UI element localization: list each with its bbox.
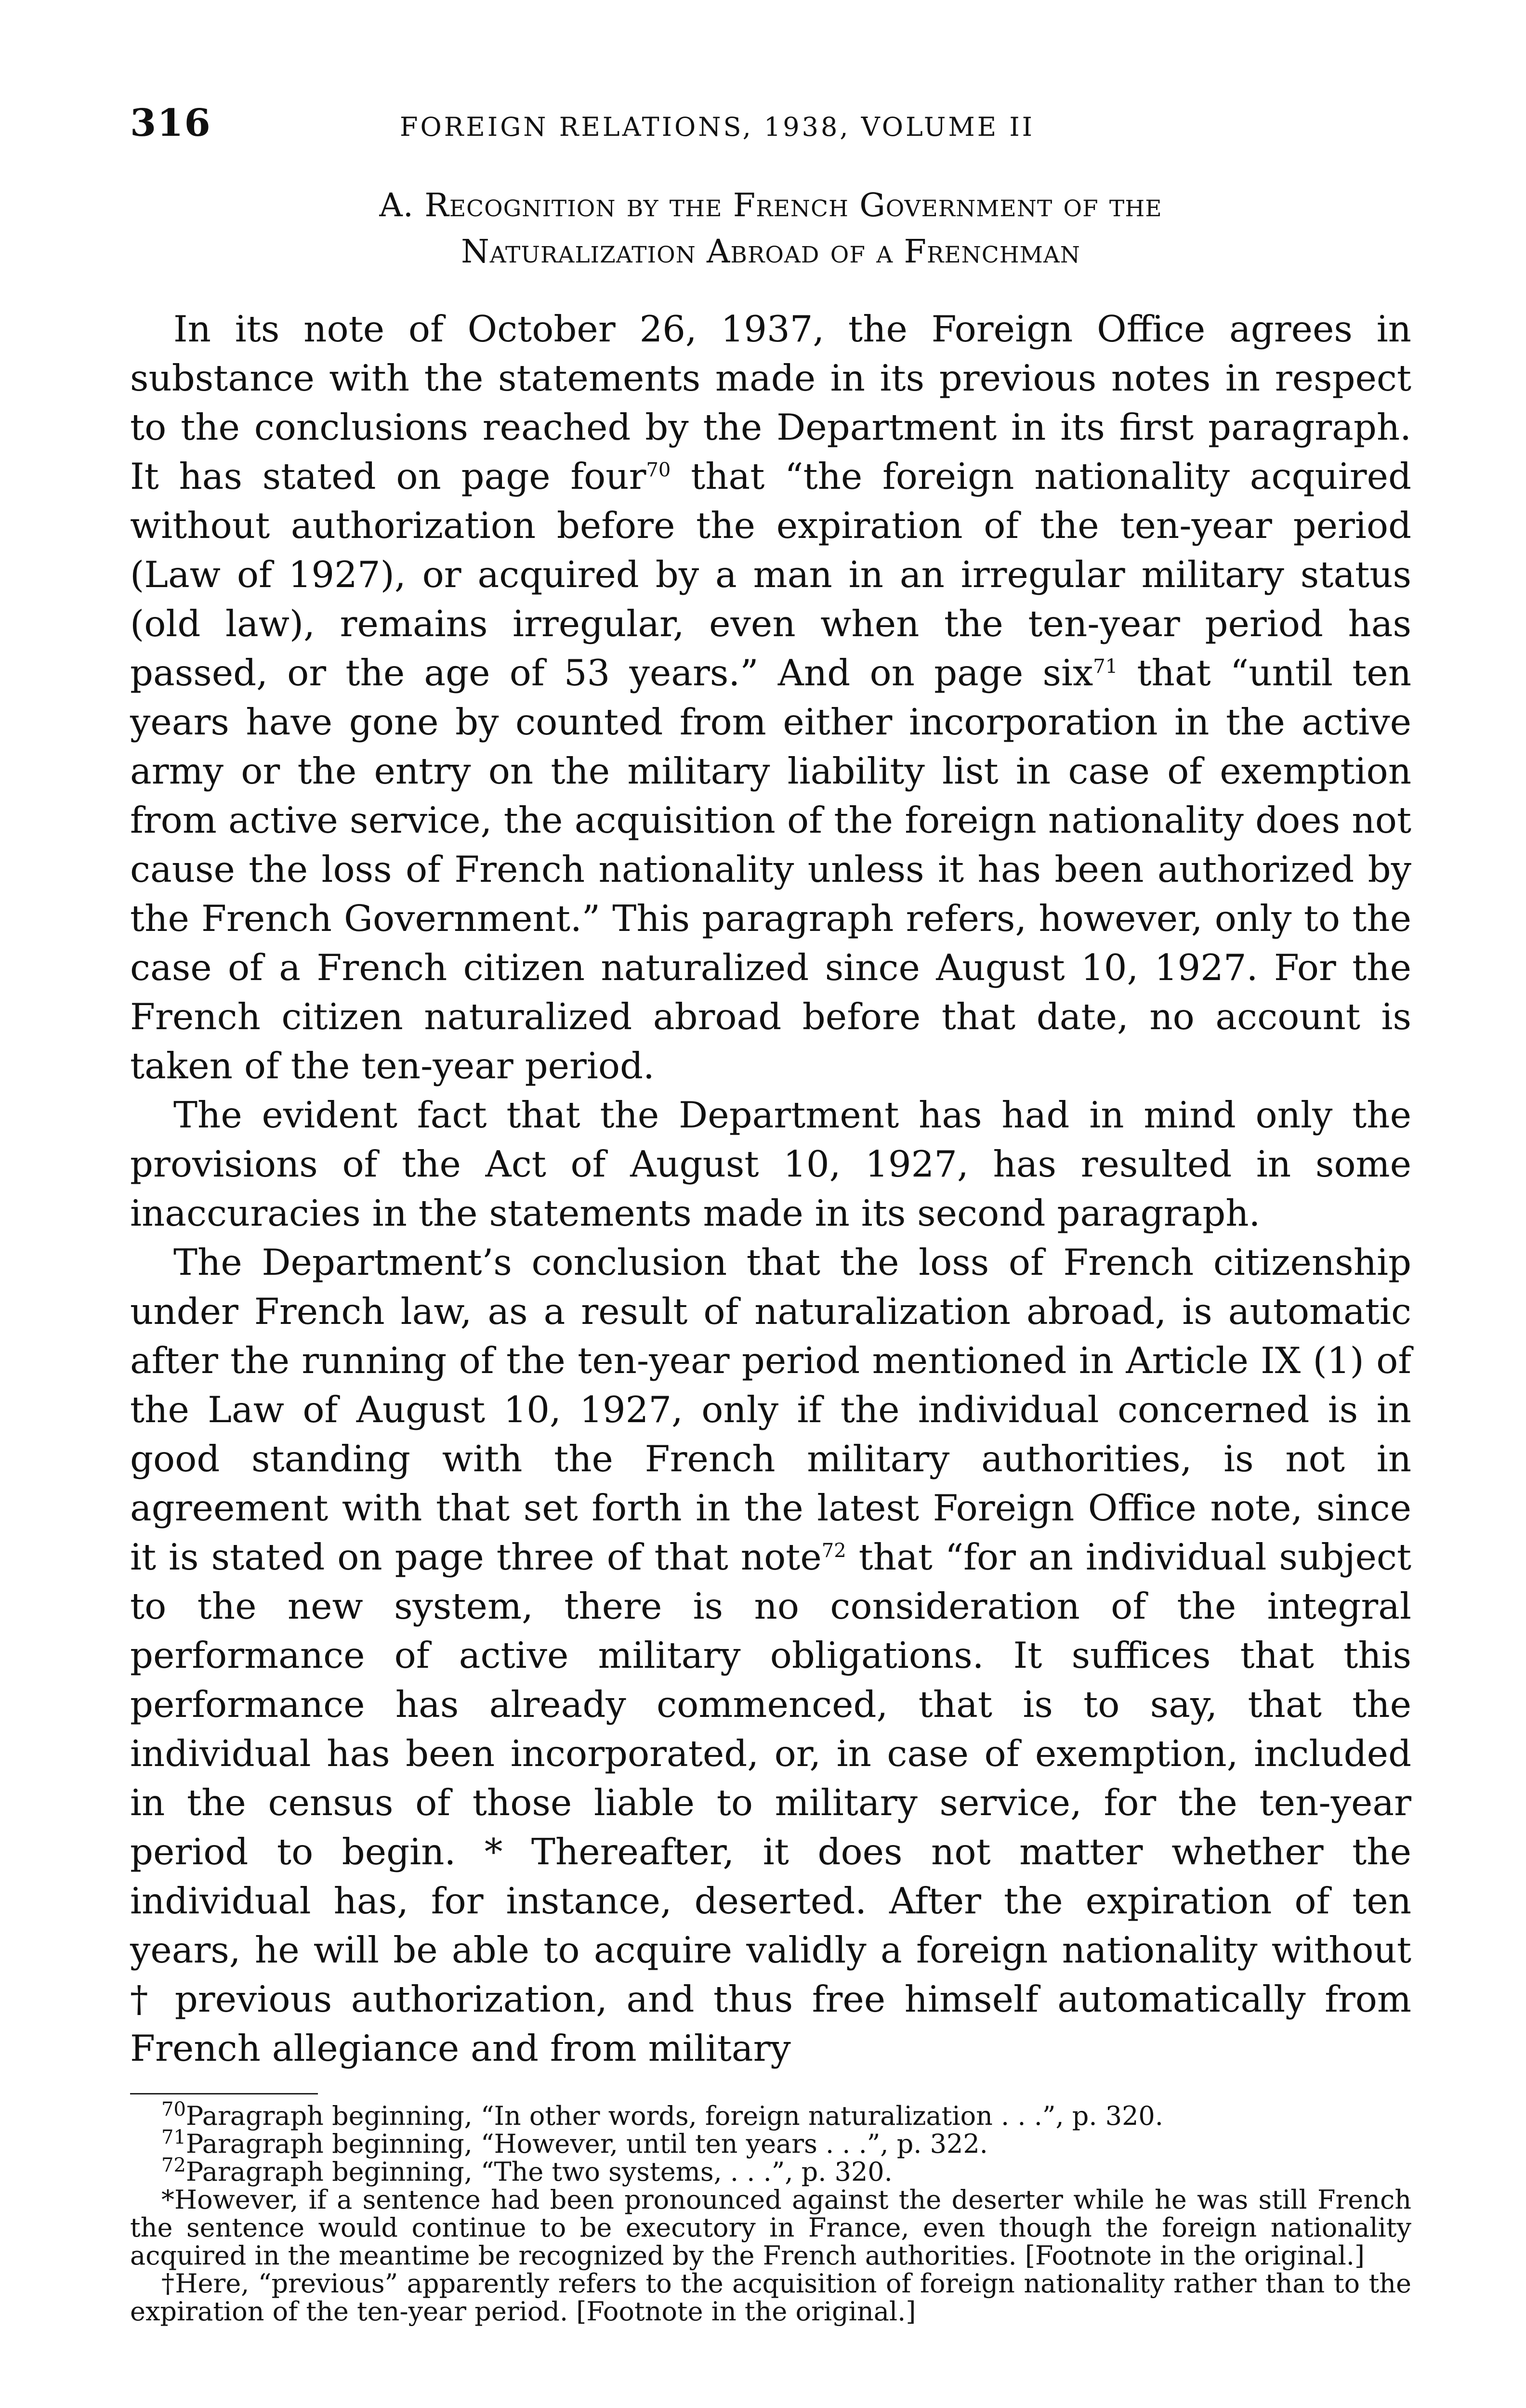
- paragraph-3: [130, 1238, 1411, 2073]
- running-head: [130, 101, 1411, 154]
- paragraph-1-part-a: In its note of October 26, 1937, the Foreign Office agrees in substance with the statements made in its previous notes in respect to the conclusions reached by the Department in its first paragraph. It has stated on page four: [130, 308, 1411, 497]
- footnote-text: Paragraph beginning, “In other words, foreign naturalization . . .”, p. 320.: [185, 2101, 1163, 2131]
- footnote-70: [130, 2098, 1411, 2131]
- section-heading: [130, 182, 1411, 275]
- footnote-ref-72: 72: [821, 1540, 846, 1562]
- footnote-divider: [130, 2093, 318, 2094]
- footnote-71: [130, 2126, 1411, 2159]
- section-heading-line-1: A. Recognition by the French Government of the: [379, 186, 1162, 224]
- body-text: [130, 304, 1411, 2073]
- footnote-asterisk: *However, if a sentence had been pronounced against the deserter while he was still French the sentence would continue to be executory in France, even though the foreign nationality acquired in the meantime be recognized by the French authorities. [Footnote in the original.]: [130, 2185, 1411, 2271]
- footnote-ref-70: 70: [646, 459, 671, 481]
- footnote-text: Paragraph beginning, “However, until ten years . . .”, p. 322.: [185, 2129, 988, 2159]
- footnote-number: 71: [161, 2126, 186, 2148]
- footnote-72: [130, 2154, 1411, 2187]
- footnotes: [130, 2098, 1411, 2327]
- footnote-ref-71: 71: [1093, 655, 1118, 678]
- paragraph-2: The evident fact that the Department has had in mind only the provisions of the Act of August 10, 1927, has resulted in some inaccuracies in the statements made in its second paragraph.: [130, 1094, 1411, 1234]
- running-title: FOREIGN RELATIONS, 1938, VOLUME II: [400, 112, 1035, 142]
- footnote-number: 72: [161, 2154, 186, 2176]
- footnote-dagger: †Here, “previous” apparently refers to the acquisition of foreign nationality rather than to the expiration of the ten-year period. [Footnote in the original.]: [130, 2268, 1411, 2327]
- section-heading-line-2: Naturalization Abroad of a Frenchman: [461, 233, 1080, 270]
- paragraph-1-part-c: that “until ten years have gone by counted from either incorporation in the active army or the entry on the military liability list in case of exemption from active service, the acquisition of the foreign nationality does not cause the loss of French nationality unless it has been authorized by the French Government.” This paragraph refers, however, only to the case of a French citizen naturalized since August 10, 1927. For the French citizen naturalized abroad before that date, no account is taken of the ten-year period.: [130, 652, 1411, 1087]
- paragraph-3-part-a: The Department’s conclusion that the loss of French citizenship under French law, as a result of naturalization abroad, is automatic after the running of the ten-year period mentioned in Article IX (1) of the Law of August 10, 1927, only if the individual concerned is in good standing with the French military authorities, is not in agreement with that set forth in the latest Foreign Office note, since it is stated on page three of that note: [130, 1241, 1411, 1578]
- paragraph-1-part-b: that “the foreign nationality acquired without authorization before the expiration of the ten-year period (Law of 1927), or acquired by a man in an irregular military status (old law), remains irregular, even when the ten-year period has passed, or the age of 53 years.” And on page six: [130, 455, 1411, 694]
- document-page: [130, 101, 1411, 2326]
- footnote-text: Paragraph beginning, “The two systems, . . .”, p. 320.: [185, 2157, 893, 2187]
- paragraph-1: [130, 304, 1411, 1090]
- page-number: 316: [130, 101, 211, 145]
- paragraph-3-part-b: that “for an individual subject to the new system, there is no consideration of the integral performance of active military obligations. It suffices that this performance has already commenced, that is to say, that the individual has been incorporated, or, in case of exemption, included in the census of those liable to military service, for the ten-year period to begin. * Thereafter, it does not matter whether the individual has, for instance, deserted. After the expiration of ten years, he will be able to acquire validly a foreign nationality without † previous authorization, and thus free himself automatically from French allegiance and from military: [130, 1536, 1411, 2069]
- footnote-number: 70: [161, 2098, 186, 2120]
